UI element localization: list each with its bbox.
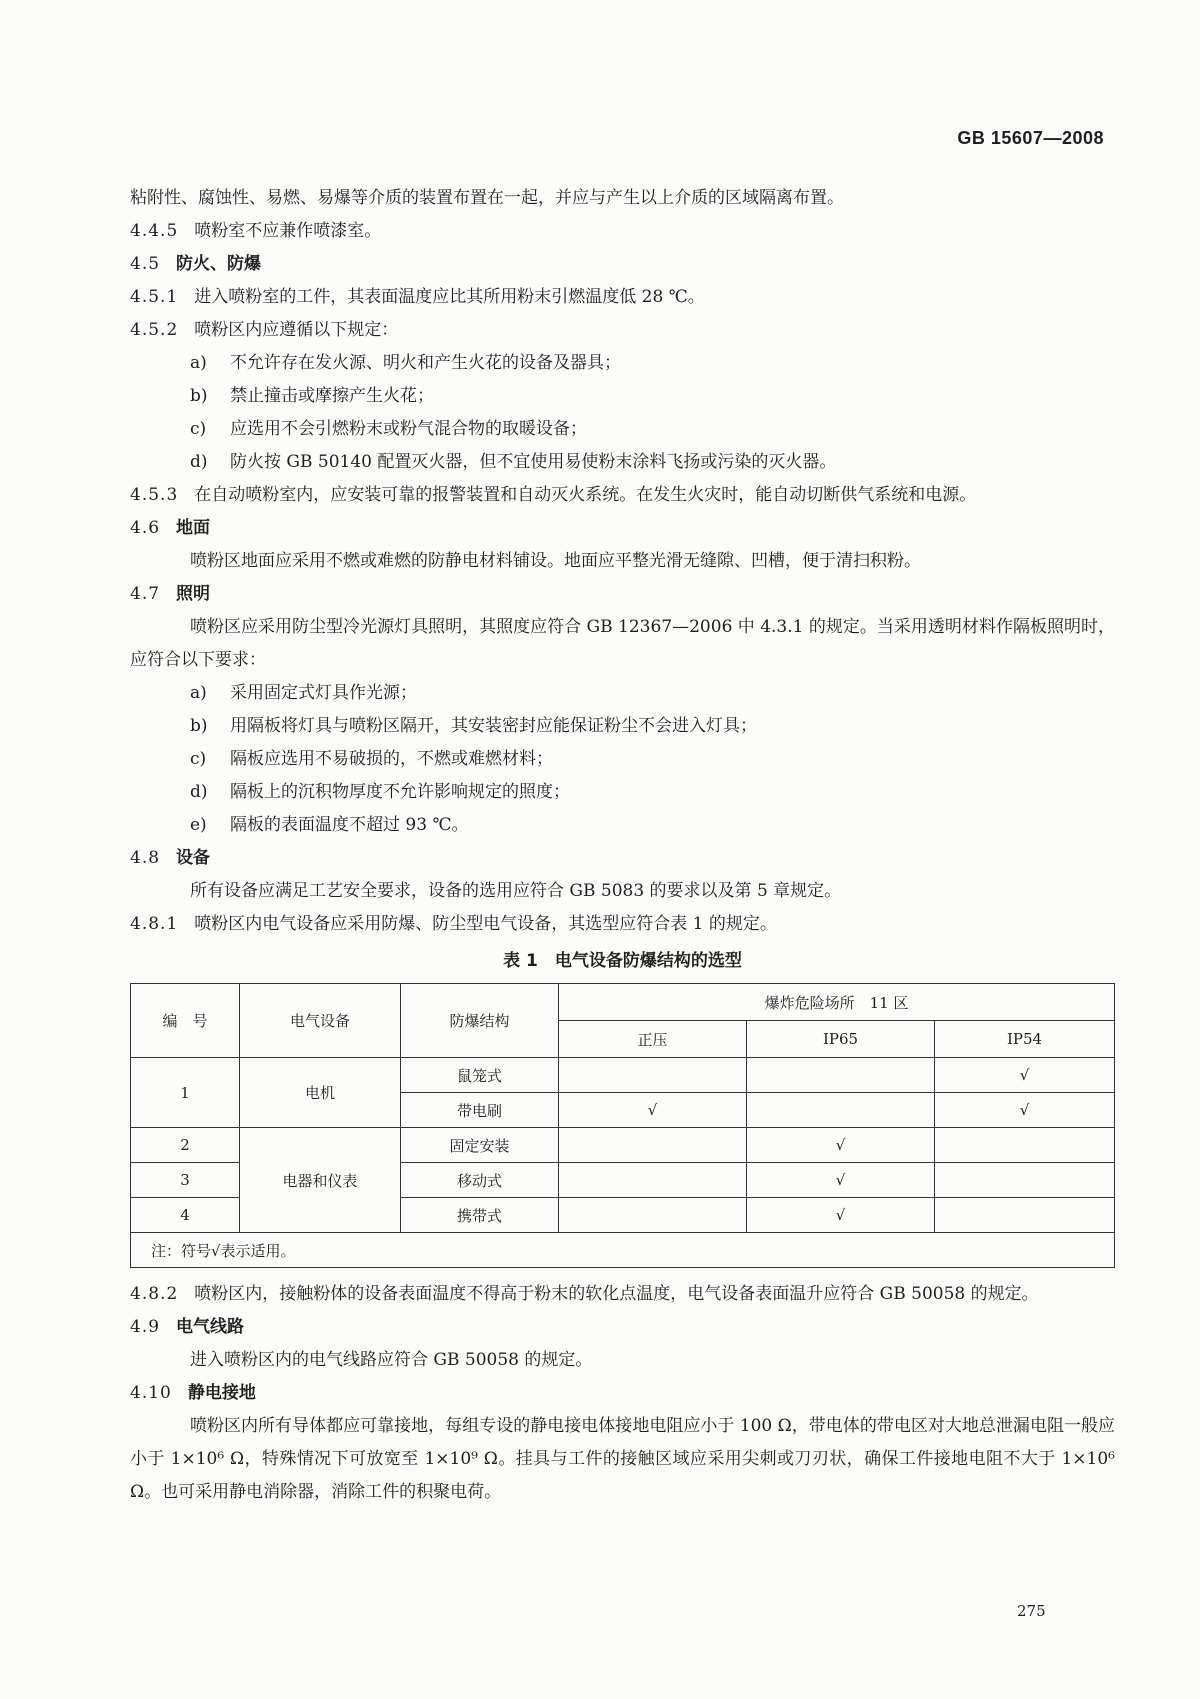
cell-check: [747, 1058, 935, 1093]
list-item-text: 隔板应选用不易破损的，不燃或难燃材料；: [230, 749, 553, 769]
clause-number: 4.8.1: [130, 914, 179, 934]
cell-no: 3: [131, 1163, 240, 1198]
clause-text: 喷粉区内电气设备应采用防爆、防尘型电气设备，其选型应符合表 1 的规定。: [194, 914, 777, 934]
heading-number: 4.6: [130, 518, 161, 538]
cell-check: [559, 1198, 747, 1233]
heading-number: 4.10: [130, 1383, 172, 1403]
cell-equipment: 电机: [240, 1058, 401, 1128]
list-item: [130, 776, 1115, 809]
cell-check: [559, 1128, 747, 1163]
header-ip65: IP65: [747, 1021, 935, 1058]
cell-check: [935, 1198, 1115, 1233]
cell-check: √: [747, 1163, 935, 1198]
table-caption: 表 1 电气设备防爆结构的选型: [503, 951, 742, 971]
table-row: [131, 1128, 1115, 1163]
clause-number: 4.8.2: [130, 1284, 179, 1304]
heading-number: 4.8: [130, 848, 161, 868]
clause-text: 喷粉室不应兼作喷漆室。: [194, 221, 382, 241]
header-equipment: 电气设备: [240, 984, 401, 1058]
heading-title: 设备: [176, 848, 211, 868]
header-zone: 爆炸危险场所 11 区: [559, 984, 1115, 1021]
cell-no: 1: [131, 1058, 240, 1128]
heading-4-8: [130, 842, 1115, 875]
list-item-label: a): [190, 353, 207, 373]
heading-title: 防火、防爆: [176, 254, 262, 274]
explosion-proof-table: [130, 983, 1115, 1268]
table-note-row: [131, 1233, 1115, 1268]
clause-4-5-3: [130, 479, 1115, 512]
list-item: [130, 710, 1115, 743]
list-item: [130, 347, 1115, 380]
list-item: [130, 809, 1115, 842]
clause-4-4-5: [130, 215, 1115, 248]
clause-number: 4.5.1: [130, 287, 179, 307]
table-row: [131, 1058, 1115, 1093]
cell-structure: 带电刷: [401, 1093, 559, 1128]
cell-structure: 固定安装: [401, 1128, 559, 1163]
list-item: [130, 677, 1115, 710]
header-positive-pressure: 正压: [559, 1021, 747, 1058]
paragraph-continuation: 粘附性、腐蚀性、易燃、易爆等介质的装置布置在一起，并应与产生以上介质的区域隔离布置。: [130, 188, 844, 208]
heading-number: 4.5: [130, 254, 161, 274]
paragraph-4-8: 所有设备应满足工艺安全要求，设备的选用应符合 GB 5083 的要求以及第 5 章规定。: [190, 881, 842, 901]
spacer: [130, 1268, 1115, 1278]
header-no: 编 号: [131, 984, 240, 1058]
paragraph-4-7: 喷粉区应采用防尘型冷光源灯具照明，其照度应符合 GB 12367—2006 中 4.3.1 的规定。当采用透明材料作隔板照明时，应符合以下要求：: [130, 617, 1115, 670]
list-item: [130, 413, 1115, 446]
clause-4-8-2: [130, 1278, 1115, 1311]
list-item-label: b): [190, 716, 208, 736]
clause-text: 在自动喷粉室内，应安装可靠的报警装置和自动灭火系统。在发生火灾时，能自动切断供气系统和电源。: [194, 485, 977, 505]
header-structure: 防爆结构: [401, 984, 559, 1058]
list-item-text: 应选用不会引燃粉末或粉气混合物的取暖设备；: [230, 419, 587, 439]
cell-check: √: [747, 1198, 935, 1233]
paragraph-4-6: 喷粉区地面应采用不燃或难燃的防静电材料铺设。地面应平整光滑无缝隙、凹槽，便于清扫积粉。: [190, 551, 921, 571]
header-ip54: IP54: [935, 1021, 1115, 1058]
list-item-text: 隔板的表面温度不超过 93 ℃。: [230, 815, 469, 835]
cell-check: √: [935, 1093, 1115, 1128]
cell-no: 2: [131, 1128, 240, 1163]
heading-number: 4.9: [130, 1317, 161, 1337]
list-item-label: a): [190, 683, 207, 703]
cell-check: [747, 1093, 935, 1128]
list-item-text: 禁止撞击或摩擦产生火花；: [230, 386, 434, 406]
cell-check: √: [559, 1093, 747, 1128]
list-item-text: 采用固定式灯具作光源；: [230, 683, 417, 703]
cell-check: [559, 1163, 747, 1198]
heading-title: 照明: [176, 584, 211, 604]
list-item-label: e): [190, 815, 207, 835]
heading-title: 地面: [176, 518, 211, 538]
clause-text: 喷粉区内，接触粉体的设备表面温度不得高于粉末的软化点温度，电气设备表面温升应符合 GB 50058 的规定。: [194, 1284, 1039, 1304]
list-item: [130, 380, 1115, 413]
clause-text: 喷粉区内应遵循以下规定：: [194, 320, 399, 340]
table-note: 注：符号√表示适用。: [131, 1233, 1115, 1268]
cell-equipment: 电器和仪表: [240, 1128, 401, 1233]
list-item: [130, 446, 1115, 479]
heading-title: 静电接地: [187, 1383, 256, 1403]
clause-4-8-1: [130, 908, 1115, 941]
clause-number: 4.5.2: [130, 320, 179, 340]
paragraph-4-10: 喷粉区内所有导体都应可靠接地，每组专设的静电接电体接地电阻应小于 100 Ω，带电体的带电区对大地总泄漏电阻一般应小于 1×10⁶ Ω，特殊情况下可放宽至 1×10⁹ Ω。挂具与工件的接触区域应采用尖刺或刀刃状，确保工件接地电阻不大于 1×10⁶ Ω。也可采用静电消除器，消除工件的积聚电荷。: [130, 1416, 1115, 1502]
standard-id: GB 15607—2008: [957, 128, 1104, 148]
cell-no: 4: [131, 1198, 240, 1233]
list-item-label: d): [190, 782, 208, 802]
list-item-label: b): [190, 386, 208, 406]
heading-4-5: [130, 248, 1115, 281]
page-number: 275: [1017, 1602, 1046, 1620]
list-item-text: 用隔板将灯具与喷粉区隔开，其安装密封应能保证粉尘不会进入灯具；: [230, 716, 757, 736]
heading-4-7: [130, 578, 1115, 611]
clause-4-5-2: [130, 314, 1115, 347]
heading-4-10: [130, 1377, 1115, 1410]
cell-check: √: [747, 1128, 935, 1163]
clause-number: 4.5.3: [130, 485, 179, 505]
cell-structure: 鼠笼式: [401, 1058, 559, 1093]
list-item-label: d): [190, 452, 208, 472]
cell-structure: 携带式: [401, 1198, 559, 1233]
clause-text: 进入喷粉室的工件，其表面温度应比其所用粉末引燃温度低 28 ℃。: [194, 287, 705, 307]
list-item-label: c): [190, 419, 207, 439]
heading-number: 4.7: [130, 584, 161, 604]
cell-check: [935, 1128, 1115, 1163]
list-item-text: 隔板上的沉积物厚度不允许影响规定的照度；: [230, 782, 570, 802]
heading-4-6: [130, 512, 1115, 545]
list-item-text: 不允许存在发火源、明火和产生火花的设备及器具；: [230, 353, 621, 373]
table-header-row: [131, 984, 1115, 1021]
clause-number: 4.4.5: [130, 221, 179, 241]
heading-4-9: [130, 1311, 1115, 1344]
cell-structure: 移动式: [401, 1163, 559, 1198]
document-body: [130, 182, 1115, 1509]
list-item-text: 防火按 GB 50140 配置灭火器，但不宜使用易使粉末涂料飞扬或污染的灭火器。: [230, 452, 837, 472]
list-item-label: c): [190, 749, 207, 769]
clause-4-5-1: [130, 281, 1115, 314]
cell-check: √: [935, 1058, 1115, 1093]
paragraph-4-9: 进入喷粉区内的电气线路应符合 GB 50058 的规定。: [190, 1350, 593, 1370]
heading-title: 电气线路: [176, 1317, 245, 1337]
cell-check: [559, 1058, 747, 1093]
cell-check: [935, 1163, 1115, 1198]
list-item: [130, 743, 1115, 776]
